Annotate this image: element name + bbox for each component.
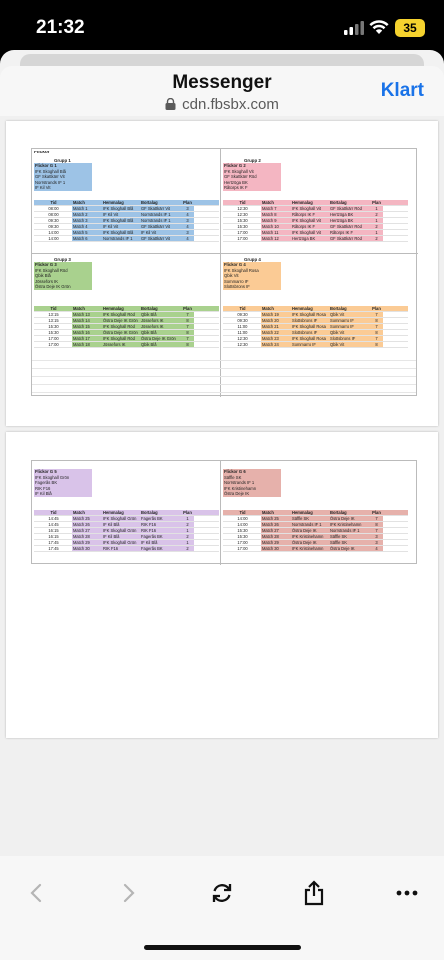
group-heading: Flickor G 4: [224, 262, 246, 267]
table-cell: 09:30: [48, 224, 59, 229]
group-heading: Flickor G 2: [224, 163, 246, 168]
column-header: Bortalag: [141, 510, 158, 515]
table-cell: 13:15: [48, 312, 59, 317]
column-header: Plan: [372, 200, 381, 205]
table-cell: Match 23: [261, 336, 291, 341]
table-cell: 1: [369, 230, 383, 235]
column-header: Hemmalag: [103, 510, 124, 515]
group-label: Grupp 4: [244, 257, 261, 262]
table-cell: Qbik Blå: [140, 312, 180, 317]
table-cell: Sommarro IF: [329, 318, 369, 323]
match-table: [223, 306, 408, 348]
table-cell: IFK Skoghall Vit: [291, 230, 329, 235]
table-cell: Jössefors IK: [140, 318, 180, 323]
table-cell: 11:00: [237, 330, 248, 335]
table-cell: Fagerås BK: [140, 534, 180, 539]
group-heading: Flickor G 5: [35, 469, 57, 474]
column-header: Tid: [239, 510, 246, 515]
browser-header: [0, 66, 444, 116]
table-cell: Säffle SK: [329, 540, 369, 545]
table-cell: Sommarro IF: [329, 324, 369, 329]
table-cell: Östra Deje IK Grön: [102, 318, 140, 323]
more-icon: [396, 890, 418, 896]
table-cell: 14:00: [237, 522, 248, 527]
table-cell: 12:30: [237, 206, 248, 211]
table-cell: RIK F16: [140, 522, 180, 527]
table-cell: 3: [180, 206, 194, 211]
table-cell: 3: [180, 218, 194, 223]
table-cell: IFK Skoghall Vit: [291, 218, 329, 223]
lock-icon: [165, 98, 176, 110]
table-cell: Match 20: [261, 318, 291, 323]
team: Säffle SK: [224, 474, 242, 480]
table-cell: 8: [180, 342, 194, 347]
table-row: [34, 236, 219, 242]
column-header: Tid: [239, 306, 246, 311]
table-cell: Qbik Vit: [329, 330, 369, 335]
empty-rows: [32, 353, 416, 393]
group-box: [223, 163, 281, 191]
group-box: [34, 163, 92, 191]
table-cell: 8: [369, 342, 383, 347]
table-row: [223, 236, 408, 242]
table-cell: Östra Deje IK: [329, 516, 369, 521]
column-header: Hemmalag: [292, 510, 313, 515]
forward-button[interactable]: [114, 878, 144, 908]
table-cell: 2: [369, 236, 383, 241]
signal-icon: [344, 21, 364, 35]
group-box: [223, 262, 281, 290]
table-cell: 17:00: [237, 546, 248, 551]
table-cell: 15:30: [237, 218, 248, 223]
table-cell: IF Kil Blå: [140, 540, 180, 545]
sheet-stack-peek: [20, 54, 424, 66]
table-cell: Match 25: [261, 516, 291, 521]
url-text: cdn.fbsbx.com: [182, 96, 279, 113]
pdf-viewer[interactable]: [0, 116, 444, 856]
table-cell: IF Kil Vit: [102, 212, 140, 217]
table-cell: 4: [180, 224, 194, 229]
table-cell: 2: [180, 522, 194, 527]
table-cell: GF Skattkärr Röd: [329, 224, 369, 229]
table-cell: 15:30: [237, 534, 248, 539]
table-cell: Norrstrands IF 1: [329, 528, 369, 533]
table-cell: Match 17: [72, 336, 102, 341]
pdf-page-1: [6, 121, 438, 426]
forward-icon: [122, 883, 136, 903]
table-cell: Fagerås BK: [140, 516, 180, 521]
table-cell: Match 16: [72, 330, 102, 335]
table-cell: Match 14: [72, 318, 102, 323]
column-header: Bortalag: [141, 200, 158, 205]
column-header: Match: [262, 306, 274, 311]
column-header: Bortalag: [330, 510, 347, 515]
team: Råtorps IK F: [224, 185, 248, 191]
table-cell: GF Skattkärr Röd: [329, 206, 369, 211]
table-cell: 1: [369, 206, 383, 211]
share-icon: [303, 880, 325, 906]
table-cell: IFK Skoghall Rosa: [291, 312, 329, 317]
table-cell: RIK F16: [140, 528, 180, 533]
back-button[interactable]: [21, 878, 51, 908]
table-cell: IFK Skoghall Blå: [102, 230, 140, 235]
table-cell: 8: [369, 318, 383, 323]
team: GF Skattkärr Vit: [35, 174, 65, 180]
table-cell: Jössefors IK: [140, 324, 180, 329]
table-cell: 12:30: [237, 342, 248, 347]
table-cell: Qbik Vit: [329, 312, 369, 317]
table-cell: 17:45: [48, 546, 59, 551]
column-header: Hemmalag: [103, 306, 124, 311]
table-cell: 7: [180, 312, 194, 317]
table-cell: Match 9: [261, 218, 291, 223]
table-row: [34, 546, 219, 552]
table-cell: Slottsbrons IF: [291, 330, 329, 335]
team: RIK F16: [35, 485, 51, 491]
table-cell: Match 26: [72, 522, 102, 527]
table-cell: 7: [180, 336, 194, 341]
table-cell: GF Skattkärr Vit: [140, 206, 180, 211]
table-cell: 12:30: [237, 336, 248, 341]
refresh-button[interactable]: [207, 878, 237, 908]
table-cell: Match 21: [261, 324, 291, 329]
column-header: Plan: [372, 510, 381, 515]
group-label: Grupp 2: [244, 158, 261, 163]
team: IFK Skoghall Blå: [35, 168, 66, 174]
table-cell: 17:00: [48, 336, 59, 341]
table-cell: Match 28: [72, 534, 102, 539]
team: IFK Kristinehamn: [224, 485, 257, 491]
match-table: [223, 510, 408, 552]
table-cell: 3: [369, 534, 383, 539]
table-cell: Östra Deje IK: [291, 528, 329, 533]
table-cell: Säffle SK: [329, 534, 369, 539]
table-cell: Match 22: [261, 330, 291, 335]
column-header: Bortalag: [141, 306, 158, 311]
table-cell: 7: [369, 528, 383, 533]
table-cell: 12:30: [237, 212, 248, 217]
table-cell: 15:30: [237, 528, 248, 533]
column-header: Tid: [239, 200, 246, 205]
table-cell: 09:30: [237, 318, 248, 323]
table-cell: Match 15: [72, 324, 102, 329]
table-cell: Match 7: [261, 206, 291, 211]
table-cell: 1: [180, 528, 194, 533]
table-cell: 3: [180, 230, 194, 235]
table-cell: 7: [369, 516, 383, 521]
table-cell: Match 26: [261, 522, 291, 527]
table-cell: 14:45: [48, 516, 59, 521]
battery-indicator: 35: [395, 19, 425, 37]
table-cell: GF Skattkärr Vit: [140, 224, 180, 229]
match-table: [34, 200, 219, 242]
schedule-sheet-2: [31, 460, 417, 564]
table-cell: 09:30: [237, 312, 248, 317]
table-cell: Match 18: [72, 342, 102, 347]
column-header: Tid: [50, 200, 57, 205]
column-header: Match: [262, 510, 274, 515]
table-cell: Match 5: [72, 230, 102, 235]
table-cell: 15:30: [237, 224, 248, 229]
table-cell: 14:00: [48, 236, 59, 241]
table-cell: Match 25: [72, 516, 102, 521]
column-header: Bortalag: [330, 200, 347, 205]
table-cell: 8: [369, 522, 383, 527]
browser-toolbar: [0, 856, 444, 960]
table-cell: Match 6: [72, 236, 102, 241]
table-cell: Match 28: [261, 534, 291, 539]
table-cell: 4: [180, 236, 194, 241]
group-box: [34, 469, 92, 497]
team: IF Kil Blå: [35, 491, 52, 497]
table-cell: Match 8: [261, 212, 291, 217]
group-heading: Flickor G 1: [35, 163, 57, 168]
table-cell: 7: [180, 324, 194, 329]
table-row: [34, 342, 219, 348]
page-title: Messenger: [172, 72, 272, 93]
table-cell: 08:00: [48, 212, 59, 217]
table-cell: 1: [369, 218, 383, 223]
status-time: 21:32: [36, 17, 85, 38]
table-cell: IF Kil Vit: [140, 230, 180, 235]
table-cell: Hertzöga BK: [329, 218, 369, 223]
table-cell: 17:00: [237, 230, 248, 235]
table-cell: 15:30: [48, 330, 59, 335]
table-cell: 7: [369, 336, 383, 341]
team: IFK Skoghall Röd: [35, 267, 68, 273]
team: IFK Skoghall Grön: [35, 474, 70, 480]
table-cell: Hertzöga BK: [291, 236, 329, 241]
team: Qbik Vit: [224, 273, 239, 279]
table-cell: Match 2: [72, 212, 102, 217]
done-button[interactable]: Klart: [380, 80, 424, 101]
pdf-page-2: [6, 432, 438, 738]
table-cell: IFK Skoghall Blå: [102, 218, 140, 223]
table-cell: Slottsbrons IF: [329, 336, 369, 341]
group-heading: Flickor G 3: [35, 262, 57, 267]
table-cell: Match 19: [261, 312, 291, 317]
group-box: [223, 469, 281, 497]
table-cell: 4: [369, 546, 383, 551]
table-cell: Match 29: [72, 540, 102, 545]
table-cell: Östra Deje IK Grön: [102, 330, 140, 335]
table-cell: Qbik Blå: [140, 330, 180, 335]
table-cell: 7: [369, 324, 383, 329]
table-cell: Norrstrands IF 1: [102, 236, 140, 241]
table-cell: 2: [369, 224, 383, 229]
team: Qbik Blå: [35, 273, 51, 279]
column-header: Plan: [183, 200, 192, 205]
table-cell: 17:00: [48, 342, 59, 347]
table-cell: 16:15: [48, 528, 59, 533]
match-table: [34, 306, 219, 348]
table-cell: 1: [180, 516, 194, 521]
table-cell: 7: [369, 312, 383, 317]
table-cell: GF Skattkärr Röd: [329, 236, 369, 241]
table-cell: Match 30: [261, 546, 291, 551]
team: Hertzöga BK: [224, 179, 248, 185]
table-cell: IFK Skoghall Grön: [102, 528, 140, 533]
match-table: [34, 510, 219, 552]
group-label: Grupp 1: [54, 158, 71, 163]
table-cell: 17:00: [237, 540, 248, 545]
table-cell: Match 13: [72, 312, 102, 317]
table-cell: Norrstrands IF 1: [291, 522, 329, 527]
table-cell: Råtorps IK F: [329, 230, 369, 235]
table-cell: IF Kil Blå: [102, 534, 140, 539]
table-cell: Östra Deje IK: [291, 540, 329, 545]
team: IFK Skoghall Vit: [224, 168, 254, 174]
column-header: Match: [262, 200, 274, 205]
table-cell: 2: [369, 212, 383, 217]
column-header: Hemmalag: [292, 306, 313, 311]
table-cell: 17:45: [48, 540, 59, 545]
column-header: Tid: [50, 306, 57, 311]
group-box: [34, 262, 92, 290]
table-cell: Östra Deje IK: [329, 546, 369, 551]
row-divider: [32, 253, 418, 254]
table-cell: IF Kil Vit: [102, 224, 140, 229]
table-cell: IFK Skoghall Grön: [102, 516, 140, 521]
table-cell: 8: [180, 330, 194, 335]
table-cell: 15:30: [48, 324, 59, 329]
url-line: [0, 96, 444, 113]
home-indicator: [144, 945, 301, 950]
table-cell: 1: [180, 540, 194, 545]
table-cell: IFK Skoghall Röd: [102, 336, 140, 341]
table-row: [223, 546, 408, 552]
column-header: Plan: [372, 306, 381, 311]
table-cell: Qbik Blå: [140, 342, 180, 347]
table-cell: Match 27: [261, 528, 291, 533]
team: Norrstrands IF 1: [35, 179, 66, 185]
team: Fagerås BK: [35, 480, 58, 486]
table-cell: 2: [180, 534, 194, 539]
table-cell: Qbik Vit: [329, 342, 369, 347]
table-row: [223, 342, 408, 348]
table-cell: 08:00: [48, 206, 59, 211]
table-cell: IFK Skoghall Blå: [102, 206, 140, 211]
table-cell: IFK Kristinehamn: [291, 534, 329, 539]
table-cell: 14:00: [48, 230, 59, 235]
table-cell: 14:45: [48, 522, 59, 527]
table-cell: Hertzöga BK: [329, 212, 369, 217]
more-button[interactable]: [392, 878, 422, 908]
table-cell: 13:15: [48, 318, 59, 323]
table-cell: Sommarro IF: [291, 342, 329, 347]
table-cell: Norrstrands IF 1: [140, 218, 180, 223]
column-divider: [220, 461, 221, 565]
table-cell: IFK Skoghall Rosa: [291, 336, 329, 341]
table-cell: Match 4: [72, 224, 102, 229]
table-cell: IF Kil Blå: [102, 522, 140, 527]
team: Norrstrands IF 1: [224, 480, 255, 486]
table-cell: Norrstrands IF 1: [140, 212, 180, 217]
sheet-title: Flickor: [34, 151, 50, 155]
team: Jössefors IK: [35, 278, 59, 284]
column-header: Hemmalag: [292, 200, 313, 205]
team: Sommarro IF: [224, 278, 249, 284]
table-cell: 09:30: [48, 218, 59, 223]
table-cell: Råtorps IK F: [291, 212, 329, 217]
table-cell: 4: [180, 212, 194, 217]
match-table: [223, 200, 408, 242]
column-header: Match: [73, 306, 85, 311]
table-cell: 11:00: [237, 324, 248, 329]
table-cell: 16:15: [48, 534, 59, 539]
table-cell: IFK Skoghall Grön: [102, 540, 140, 545]
table-cell: Match 29: [261, 540, 291, 545]
column-header: Plan: [183, 510, 192, 515]
column-header: Plan: [183, 306, 192, 311]
group-heading: Flickor G 6: [224, 469, 246, 474]
table-cell: IFK Kristinehamn: [329, 522, 369, 527]
group-label: Grupp 3: [54, 257, 71, 262]
table-cell: 8: [369, 330, 383, 335]
column-header: Hemmalag: [103, 200, 124, 205]
team: Östra Deje IK Grön: [35, 284, 71, 290]
table-cell: Match 10: [261, 224, 291, 229]
table-cell: 2: [180, 546, 194, 551]
table-cell: Slottsbrons IF: [291, 318, 329, 323]
table-cell: 8: [180, 318, 194, 323]
table-cell: Match 24: [261, 342, 291, 347]
team: IF Kil Vit: [35, 185, 51, 191]
column-header: Tid: [50, 510, 57, 515]
table-cell: 3: [369, 540, 383, 545]
table-cell: Match 1: [72, 206, 102, 211]
table-cell: Match 3: [72, 218, 102, 223]
column-header: Match: [73, 510, 85, 515]
table-cell: Säffle SK: [291, 516, 329, 521]
table-cell: RIK F16: [102, 546, 140, 551]
team: Östra Deje IK: [224, 491, 250, 497]
column-header: Match: [73, 200, 85, 205]
back-icon: [29, 883, 43, 903]
table-cell: Match 27: [72, 528, 102, 533]
team: GF Skattkärr Röd: [224, 174, 257, 180]
table-cell: IFK Kristinehamn: [291, 546, 329, 551]
table-cell: Jössefors IK: [102, 342, 140, 347]
share-button[interactable]: [299, 878, 329, 908]
wifi-icon: [369, 19, 389, 35]
table-cell: Match 12: [261, 236, 291, 241]
schedule-sheet-1: [31, 148, 417, 396]
table-cell: IFK Skoghall Rosa: [291, 324, 329, 329]
table-cell: Östra Deje IK Grön: [140, 336, 180, 341]
table-cell: IFK Skoghall Röd: [102, 324, 140, 329]
table-cell: GF Skattkärr Vit: [140, 236, 180, 241]
column-header: Bortalag: [330, 306, 347, 311]
table-cell: 14:00: [237, 516, 248, 521]
table-cell: Match 11: [261, 230, 291, 235]
table-cell: Fagerås BK: [140, 546, 180, 551]
team: IFK Skoghall Rosa: [224, 267, 259, 273]
team: Slottsbrons IF: [224, 284, 250, 290]
table-cell: 17:00: [237, 236, 248, 241]
refresh-icon: [210, 881, 234, 905]
table-cell: IFK Skoghall Röd: [102, 312, 140, 317]
table-cell: IFK Skoghall Vit: [291, 206, 329, 211]
table-cell: Råtorps IK F: [291, 224, 329, 229]
table-cell: Match 30: [72, 546, 102, 551]
